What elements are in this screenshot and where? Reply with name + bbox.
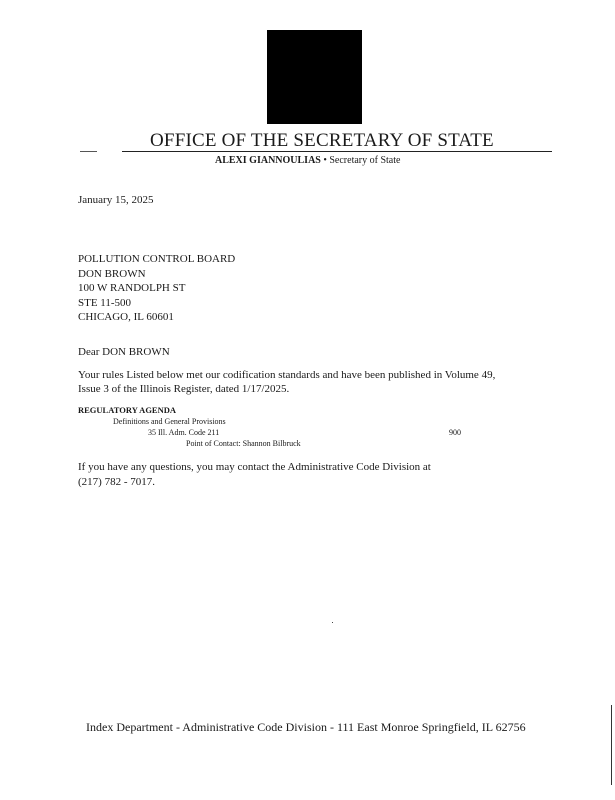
state-seal — [267, 30, 362, 124]
office-title: OFFICE OF THE SECRETARY OF STATE — [150, 130, 494, 151]
salutation: Dear DON BROWN — [78, 346, 170, 358]
scan-edge-line — [611, 705, 612, 785]
letter-date: January 15, 2025 — [78, 194, 154, 206]
secretary-line — [215, 155, 400, 166]
body-paragraph — [78, 368, 548, 396]
header-rule — [122, 151, 552, 152]
address-line: CHICAGO, IL 60601 — [78, 311, 174, 323]
address-line: STE 11-500 — [78, 296, 132, 309]
body-line: Your rules Listed below met our codification standards and have been published in Volume 49, — [78, 369, 496, 381]
questions-line: (217) 782 - 7017. — [78, 475, 155, 488]
address-line: POLLUTION CONTROL BOARD — [78, 253, 236, 265]
secretary-title: • Secretary of State — [323, 155, 401, 166]
secretary-name: ALEXI GIANNOULIAS — [215, 155, 321, 166]
header-rule-fragment — [80, 151, 97, 152]
address-line: DON BROWN — [78, 267, 146, 280]
agenda-title: REGULATORY AGENDA — [78, 405, 177, 415]
agenda-subtitle: Definitions and General Provisions — [113, 417, 226, 426]
stray-mark — [332, 622, 333, 623]
address-line: 100 W RANDOLPH ST — [78, 282, 186, 294]
questions-paragraph — [78, 460, 431, 489]
agenda-number: 900 — [449, 428, 461, 437]
agenda-contact: Point of Contact: Shannon Bilbruck — [186, 439, 301, 448]
questions-line: If you have any questions, you may contact the Administrative Code Division at — [78, 461, 431, 473]
body-line: Issue 3 of the Illinois Register, dated 1/17/2025. — [78, 383, 290, 395]
recipient-address — [78, 252, 235, 325]
agenda-code: 35 Ill. Adm. Code 211 — [148, 428, 220, 437]
footer-address: Index Department - Administrative Code Division - 111 East Monroe Springfield, IL 62756 — [86, 720, 526, 734]
